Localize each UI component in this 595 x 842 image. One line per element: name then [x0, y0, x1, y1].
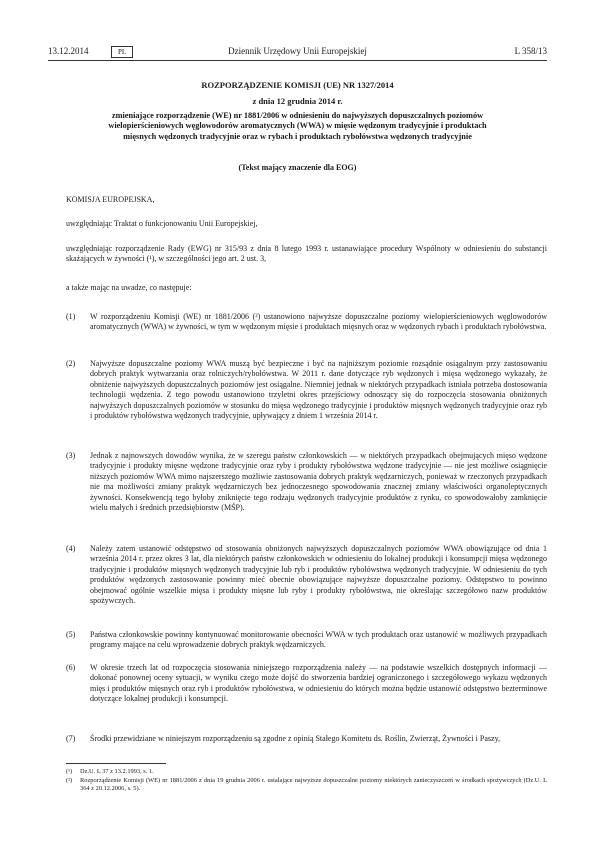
- header-divider: [48, 60, 547, 61]
- footnote-number: (²): [66, 777, 73, 784]
- recital-number: (7): [66, 734, 76, 743]
- recital-text: Państwa członkowskie powinny kontynuować monitorowanie obecności WWA w tych produktach oraz ustanowić w możliwych przypadkach programy mające na celu wprowadzenie dobrych praktyk wędzarniczych.: [90, 630, 547, 650]
- recital-number: (1): [66, 312, 76, 321]
- recital-text: Jednak z najnowszych dowodów wynika, że w szeregu państw członkowskich — w niektórych przypadkach obejmujących mięso wędzone tradycyjnie i produkty mięsne wędzone tradycyjnie oraz ryby i produkty rybołówstwa wędzone tradycyjnie — nie jest możliwe osiągnięcie niższych poziomów WWA mimo najszerszego możliwie zastosowania dobrych praktyk wędzarniczych, ponieważ w rzeczonych przypadkach nie ma możliwości zmiany praktyk wędzarniczych bez jednoczesnego spowodowania znacznej zmiany właściwości organoleptycznych żywności. Konsekwencją tego byłoby zniknięcie tego rodzaju wędzonych tradycyjnie produktów z rynku, co spowodowałoby zamknięcie wielu małych i średnich przedsiębiorstw (MŚP).: [90, 451, 547, 513]
- regulation-subject: zmieniające rozporządzenie (WE) nr 1881/2006 w odniesieniu do najwyższych dopuszczalnych poziomów wielopierścieniowych węglowodorów aromatycznych (WWA) w mięsie wędzonym tradycyjnie i produktach mięsnych wędzonych tradycyjnie oraz w rybach i produktach rybołówstwa wędzonych tradycyjnie: [108, 111, 487, 141]
- footnote-text: Dz.U. L 37 z 13.2.1993, s. 1.: [80, 768, 154, 775]
- recital-text: Należy zatem ustanowić odstępstwo od stosowania obniżonych najwyższych dopuszczalnych poziomów WWA obowiązujące od dnia 1 września 2014 r. przez okres 3 lat, dla niektórych państw członkowskich w odniesieniu do lokalnej produkcji i konsumpcji mięsa wędzonego tradycyjnie i produktów mięsnych wędzonych tradycyjnie lub ryb i produktów rybołówstwa wędzonych tradycyjnie. W odniesieniu do tych produktów wędzonych zastosowanie powinny mieć obecnie obowiązujące najwyższe dopuszczalne poziomy. Odstępstwo to powinno obejmować ogólnie wszelkie mięsa i produkty mięsne lub ryby i produkty rybołówstwa, nie określając szczegółowo nazw produktów spożywczych.: [90, 544, 547, 606]
- footnote: [66, 768, 547, 776]
- recital-text: Środki przewidziane w niniejszym rozporządzeniu są zgodne z opinią Stałego Komitetu ds. Roślin, Zwierząt, Żywności i Paszy,: [90, 734, 501, 743]
- footnote-divider: [66, 763, 166, 764]
- language-badge: PL: [111, 46, 133, 58]
- footnote-text: Rozporządzenie Komisji (WE) nr 1881/2006 z dnia 19 grudnia 2006 r. ustalające najwyższe dopuszczalne poziomy niektórych zanieczyszczeń w środkach spożywczych (Dz.U. L 364 z 20.12.2006, s. 5).: [80, 777, 547, 793]
- recital-number: (5): [66, 630, 76, 639]
- recital-number: (3): [66, 451, 76, 460]
- recital: [66, 312, 547, 333]
- page-reference: L 358/13: [514, 46, 547, 56]
- recital-number: (2): [66, 359, 76, 368]
- recital: [66, 734, 547, 744]
- page-header: [48, 46, 547, 60]
- publication-date: 13.12.2014: [48, 46, 89, 56]
- recital-text: W okresie trzech lat od rozpoczęcia stosowania niniejszego rozporządzenia należy — na podstawie wszelkich dostępnych informacji — dokonać ponownej oceny sytuacji, w wyniku czego może dojść do stworzenia bardziej ograniczonego i szczegółowego wykazu wędzonych mięs i produktów mięsnych oraz ryb i produktów rybołówstwa, w odniesieniu do których można będzie ustanowić odstępstwo bezterminowe dotyczące lokalnej produkcji i konsumpcji.: [90, 663, 547, 704]
- recital: [66, 663, 547, 705]
- footnote: [66, 777, 547, 794]
- eea-note: (Tekst mający znaczenie dla EOG): [238, 163, 357, 172]
- treaty-clause: uwzględniając Traktat o funkcjonowaniu Unii Europejskiej,: [66, 219, 258, 228]
- journal-title: Dziennik Urzędowy Unii Europejskiej: [228, 46, 367, 56]
- recital-text: W rozporządzeniu Komisji (WE) nr 1881/2006 (²) ustanowiono najwyższe dopuszczalne poziomy wielopierścieniowych węglowodorów aromatycznych (WWA) w żywności, w tym w wędzonym mięsie i produktach mięsnych oraz w wędzonych rybach i produktach rybołówstwa.: [90, 312, 547, 332]
- recital: [66, 359, 547, 421]
- recital: [66, 630, 547, 651]
- regulation-clause: uwzględniając rozporządzenie Rady (EWG) nr 315/93 z dnia 8 lutego 1993 r. ustanawiające procedury Wspólnoty w odniesieniu do substancji skażających w żywności (¹), w szczególności jego art. 2 ust. 3,: [66, 244, 547, 264]
- regulation-title: ROZPORZĄDZENIE KOMISJI (UE) NR 1327/2014: [201, 80, 394, 90]
- recital: [66, 544, 547, 606]
- recital: [66, 451, 547, 513]
- recital-number: (6): [66, 663, 76, 672]
- regulation-date: z dnia 12 grudnia 2014 r.: [252, 96, 343, 106]
- recital-number: (4): [66, 544, 76, 553]
- whereas-line: a także mając na uwadze, co następuje:: [66, 283, 192, 292]
- footnote-number: (¹): [66, 768, 73, 775]
- recital-text: Najwyższe dopuszczalne poziomy WWA muszą być bezpieczne i być na najniższym poziomie rozsądnie osiągalnym przy zastosowaniu dobrych praktyk wytwarzania oraz rolniczych/rybołówstwa. W 2011 r. dane dotyczące ryb wędzonych i mięsa wędzonego wykazały, że obniżenie najwyższych dopuszczalnych poziomów jest osiągalne. Niemniej jednak w niektórych przypadkach istniała potrzeba dostosowania technologii wędzenia. Z tego powodu ustanowiono trzyletni okres przejściowy odnoszący się do rozpoczęcia stosowania obniżonych najwyższych dopuszczalnych poziomów w stosunku do mięsa wędzonego tradycyjnie i produktów mięsnych wędzonych tradycyjnie oraz ryb i produktów rybołówstwa wędzonych tradycyjnie, upływający z dniem 1 września 2014 r.: [90, 359, 547, 421]
- commission-line: KOMISJA EUROPEJSKA,: [66, 195, 155, 204]
